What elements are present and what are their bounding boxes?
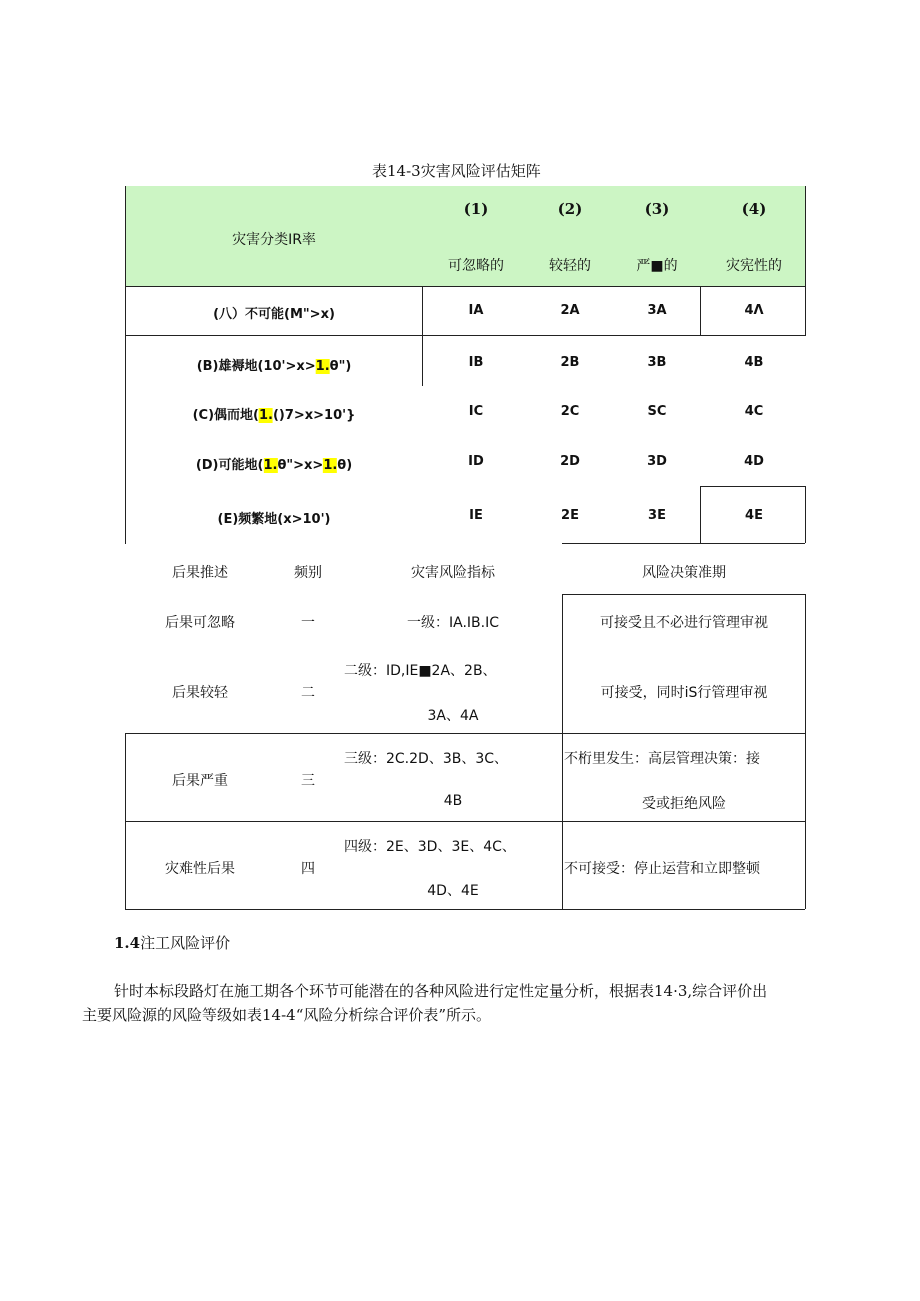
col-2-num: (2) <box>557 200 583 218</box>
criteria-header-desc: 后果推述 <box>172 565 228 581</box>
paragraph-line-1: 针时本标段路灯在施工期各个环节可能潜在的各种风险进行定性定量分析，根据表14·3,综合评价出 <box>114 982 768 1000</box>
cell-4E: 4E <box>745 508 763 523</box>
col-2-label: 较轻的 <box>549 258 591 274</box>
criteria-row4-indicator-line1: 四级：2E、3D、3E、4C、 <box>344 839 516 855</box>
criteria-header-level: 频别 <box>294 565 322 581</box>
cell-4A: 4Λ <box>744 303 764 318</box>
section-heading <box>114 932 230 953</box>
cell-ID: ID <box>468 454 484 469</box>
section-title: 注工风险评价 <box>140 934 231 952</box>
col-1-label: 可忽略的 <box>448 258 504 274</box>
criteria-row4-indicator-line2: 4D、4E <box>427 883 479 899</box>
col-3-num: (3) <box>644 200 670 218</box>
cell-3C: SC <box>647 404 667 419</box>
cell-IB: IB <box>468 355 484 370</box>
cell-4C: 4C <box>744 404 764 419</box>
cell-2B: 2B <box>560 355 580 370</box>
section-number: 1.4 <box>114 934 141 952</box>
criteria-row2-desc: 后果较轻 <box>172 685 228 701</box>
row-a-label: (八）不可能(M">x) <box>213 307 335 322</box>
matrix-header-label: 灾害分类IR率 <box>232 232 316 248</box>
criteria-row2-indicator-line1: 二级：ID,IE■2A、2B、 <box>344 663 497 679</box>
cell-2E: 2E <box>561 508 579 523</box>
criteria-row4-level: 四 <box>301 861 315 877</box>
criteria-row2-decision: 可接受，同时iS行管理审视 <box>600 685 768 701</box>
criteria-row1-indicator: 一级：IA.IB.IC <box>407 615 499 631</box>
criteria-row1-decision: 可接受且不必进行管理审视 <box>600 615 768 631</box>
paragraph-line-2: 主要风险源的风险等级如表14-4“风险分析综合评价表”所示。 <box>82 1006 492 1024</box>
table-caption: 表14-3灾害风险评估矩阵 <box>372 162 541 180</box>
cell-4B: 4B <box>744 355 764 370</box>
criteria-header-decision: 风险决策准期 <box>642 565 726 581</box>
col-3-label: 严■的 <box>636 258 678 274</box>
criteria-row3-indicator-line1: 三级：2C.2D、3B、3C、 <box>344 751 509 767</box>
row-b-label: (B)雄褥地(10'>x>1.θ") <box>196 359 352 374</box>
cell-3D: 3D <box>647 454 667 469</box>
criteria-row3-level: 三 <box>301 773 315 789</box>
criteria-row4-desc: 灾难性后果 <box>165 861 235 877</box>
cell-4D: 4D <box>744 454 764 469</box>
row-d-label: (D)可能地(1.θ">x>1.θ) <box>195 458 353 473</box>
cell-IC: IC <box>468 404 484 419</box>
criteria-row3-desc: 后果严重 <box>172 773 228 789</box>
row-c-label: (C)偶而地(1.()7>x>10'} <box>192 408 356 423</box>
criteria-row1-desc: 后果可忽略 <box>165 615 235 631</box>
criteria-row3-decision-line1: 不桁里发生：高层管理决策：接 <box>564 751 760 767</box>
cell-IA: IA <box>468 303 484 318</box>
criteria-row2-indicator-line2: 3A、4A <box>427 708 479 724</box>
criteria-header-indicator: 灾害风险指标 <box>411 565 495 581</box>
cell-2D: 2D <box>560 454 580 469</box>
criteria-row3-decision-line2: 受或拒绝风险 <box>642 796 726 812</box>
cell-IE: IE <box>469 508 483 523</box>
col-1-num: (1) <box>463 200 489 218</box>
col-4-num: (4) <box>741 200 767 218</box>
col-4-label: 灾宪性的 <box>726 258 782 274</box>
row-e-label: (E)频繁地(x>10') <box>217 512 331 527</box>
criteria-row2-level: 二 <box>301 685 315 701</box>
criteria-row1-level: 一 <box>301 615 315 631</box>
cell-3E: 3E <box>648 508 666 523</box>
cell-3A: 3A <box>647 303 667 318</box>
criteria-row3-indicator-line2: 4B <box>443 793 463 809</box>
criteria-row4-decision: 不可接受：停止运营和立即整顿 <box>564 861 760 877</box>
cell-3B: 3B <box>647 355 667 370</box>
cell-2C: 2C <box>560 404 580 419</box>
cell-2A: 2A <box>560 303 580 318</box>
